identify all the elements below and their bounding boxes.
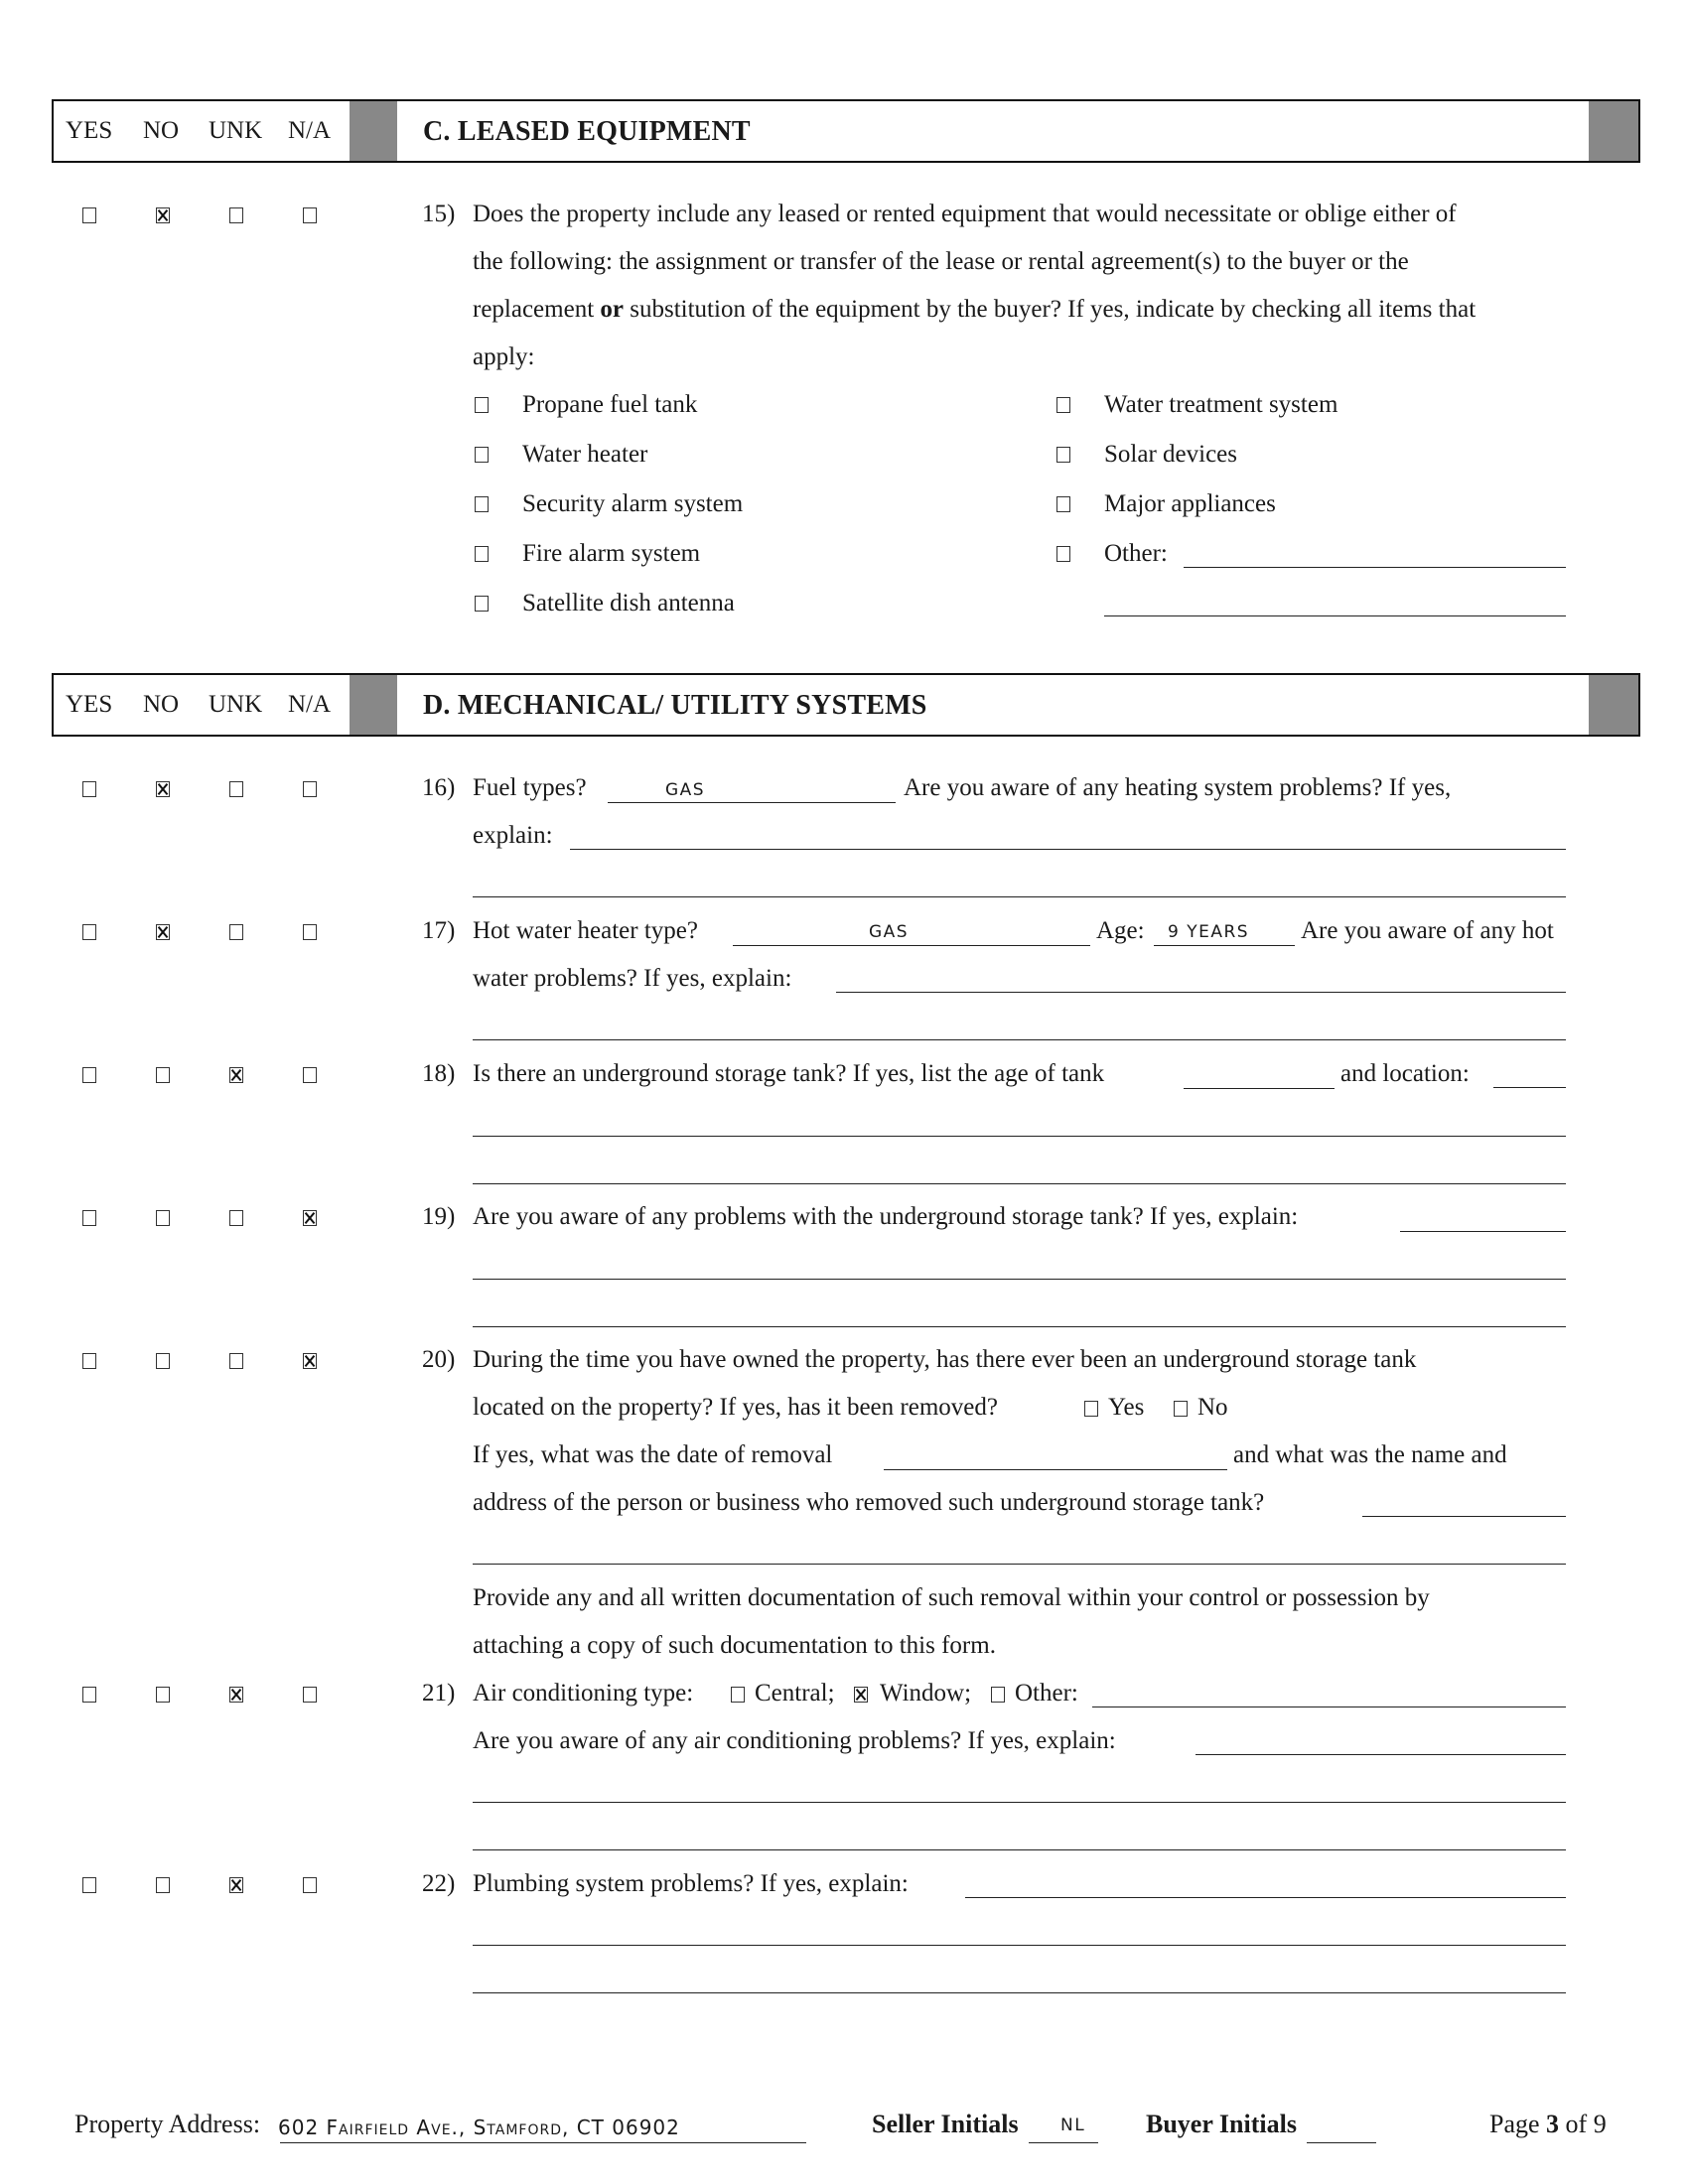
q20-text-6: attaching a copy of such documentation to this form. xyxy=(473,1632,996,1659)
answer-column-headers xyxy=(54,675,350,735)
water-heater-label: Water heater xyxy=(522,441,648,468)
col-na: N/A xyxy=(288,691,332,718)
other-field-line[interactable] xyxy=(1184,567,1566,568)
fuel-type-field[interactable] xyxy=(608,802,896,803)
q17-explain-line-2[interactable] xyxy=(473,1039,1566,1040)
age-field[interactable] xyxy=(1154,945,1295,946)
remover-field[interactable] xyxy=(1362,1516,1566,1517)
q21-yes-checkbox[interactable] xyxy=(82,1687,96,1703)
water-heater-checkbox[interactable] xyxy=(475,447,489,463)
q20-na-checkbox[interactable] xyxy=(303,1353,317,1369)
section-d-header xyxy=(52,673,1640,737)
q16-no-checkbox[interactable] xyxy=(156,781,170,797)
q20-text-3a: If yes, what was the date of removal xyxy=(473,1441,833,1468)
q18-line-3[interactable] xyxy=(473,1183,1566,1184)
q19-unk-checkbox[interactable] xyxy=(229,1210,243,1226)
q15-text-2: the following: the assignment or transfer of the lease or rental agreement(s) to the buyer or the xyxy=(473,248,1409,275)
section-c-header xyxy=(52,99,1640,163)
q18-text-b: and location: xyxy=(1340,1060,1470,1087)
q22-number: 22) xyxy=(422,1870,456,1897)
q20-number: 20) xyxy=(422,1346,456,1373)
q20-text-1: During the time you have owned the property, has there ever been an underground storage tank xyxy=(473,1346,1417,1373)
removed-yes-checkbox[interactable] xyxy=(1084,1401,1098,1417)
security-alarm-checkbox[interactable] xyxy=(475,496,489,512)
q16-unk-checkbox[interactable] xyxy=(229,781,243,797)
q15-unk-checkbox[interactable] xyxy=(229,207,243,223)
q19-line-3[interactable] xyxy=(473,1326,1566,1327)
address-field[interactable] xyxy=(280,2142,806,2143)
q15-na-checkbox[interactable] xyxy=(303,207,317,223)
seller-initials-field[interactable] xyxy=(1029,2142,1098,2143)
removed-yes-label: Yes xyxy=(1108,1394,1145,1421)
removal-date-field[interactable] xyxy=(884,1469,1227,1470)
ac-other-label: Other: xyxy=(1015,1680,1078,1706)
q20-yes-checkbox[interactable] xyxy=(82,1353,96,1369)
property-address: 602 Fairfield Ave., Stamford, CT 06902 xyxy=(278,2116,680,2139)
q17-yes-checkbox[interactable] xyxy=(82,924,96,940)
q21-text-b: Are you aware of any air conditioning problems? If yes, explain: xyxy=(473,1727,1116,1754)
q16-text-a: Fuel types? xyxy=(473,774,587,801)
header-shade xyxy=(350,675,397,735)
q19-yes-checkbox[interactable] xyxy=(82,1210,96,1226)
q15-text-1: Does the property include any leased or rented equipment that would necessitate or oblige either of xyxy=(473,201,1457,227)
q20-text-4: address of the person or business who removed such underground storage tank? xyxy=(473,1489,1265,1516)
water-treatment-label: Water treatment system xyxy=(1104,391,1338,418)
q15-text-4: apply: xyxy=(473,343,535,370)
q21-number: 21) xyxy=(422,1680,456,1706)
col-no: NO xyxy=(143,117,180,144)
propane-checkbox[interactable] xyxy=(475,397,489,413)
q15-no-checkbox[interactable] xyxy=(156,207,170,223)
fuel-type-value: GAS xyxy=(665,780,706,800)
q22-line-3[interactable] xyxy=(473,1992,1566,1993)
heater-type-value: GAS xyxy=(869,922,910,942)
q17-na-checkbox[interactable] xyxy=(303,924,317,940)
col-no: NO xyxy=(143,691,180,718)
q16-explain-line[interactable] xyxy=(570,849,1566,850)
q16-yes-checkbox[interactable] xyxy=(82,781,96,797)
section-d-title: D. MECHANICAL/ UTILITY SYSTEMS xyxy=(423,690,927,721)
q17-text-c: water problems? If yes, explain: xyxy=(473,965,792,992)
q22-yes-checkbox[interactable] xyxy=(82,1877,96,1893)
q22-line-2[interactable] xyxy=(473,1945,1566,1946)
appliances-label: Major appliances xyxy=(1104,490,1276,517)
address-label: Property Address: xyxy=(74,2110,261,2138)
ac-other-checkbox[interactable] xyxy=(991,1687,1005,1703)
col-unk: UNK xyxy=(209,691,263,718)
q18-number: 18) xyxy=(422,1060,456,1087)
q15-number: 15) xyxy=(422,201,456,227)
seller-initials-value: NL xyxy=(1060,2116,1086,2135)
q18-line-2[interactable] xyxy=(473,1136,1566,1137)
q22-explain-line[interactable] xyxy=(965,1897,1566,1898)
col-yes: YES xyxy=(66,691,113,718)
q16-text-b: Are you aware of any heating system problems? If yes, xyxy=(904,774,1452,801)
q19-text-a: Are you aware of any problems with the underground storage tank? If yes, explain: xyxy=(473,1203,1299,1230)
water-treatment-checkbox[interactable] xyxy=(1056,397,1070,413)
security-alarm-label: Security alarm system xyxy=(522,490,744,517)
tank-age-field[interactable] xyxy=(1184,1088,1335,1089)
removed-no-checkbox[interactable] xyxy=(1174,1401,1188,1417)
q18-text-a: Is there an underground storage tank? If yes, list the age of tank xyxy=(473,1060,1105,1087)
satellite-checkbox[interactable] xyxy=(475,596,489,612)
tank-location-field[interactable] xyxy=(1493,1087,1566,1088)
buyer-initials-label: Buyer Initials xyxy=(1146,2110,1297,2138)
q16-text-c: explain: xyxy=(473,822,553,849)
q18-yes-checkbox[interactable] xyxy=(82,1067,96,1083)
ac-window-label: Window; xyxy=(880,1680,972,1706)
header-shade xyxy=(350,101,397,161)
q17-number: 17) xyxy=(422,917,456,944)
q21-unk-checkbox[interactable] xyxy=(229,1687,243,1703)
q17-unk-checkbox[interactable] xyxy=(229,924,243,940)
solar-label: Solar devices xyxy=(1104,441,1237,468)
q22-unk-checkbox[interactable] xyxy=(229,1877,243,1893)
col-na: N/A xyxy=(288,117,332,144)
q19-explain-line[interactable] xyxy=(1400,1231,1566,1232)
q18-no-checkbox[interactable] xyxy=(156,1067,170,1083)
q20-unk-checkbox[interactable] xyxy=(229,1353,243,1369)
q19-line-2[interactable] xyxy=(473,1279,1566,1280)
q19-number: 19) xyxy=(422,1203,456,1230)
q17-explain-line[interactable] xyxy=(836,992,1566,993)
q21-line-3[interactable] xyxy=(473,1849,1566,1850)
q20-text-5: Provide any and all written documentation of such removal within your control or possession by xyxy=(473,1584,1430,1611)
other-label: Other: xyxy=(1104,540,1168,567)
q20-text-3b: and what was the name and xyxy=(1233,1441,1507,1468)
section-c-title: C. LEASED EQUIPMENT xyxy=(423,116,751,147)
q21-na-checkbox[interactable] xyxy=(303,1687,317,1703)
q16-number: 16) xyxy=(422,774,456,801)
header-shade xyxy=(1589,101,1638,161)
heater-type-field[interactable] xyxy=(733,945,1090,946)
solar-checkbox[interactable] xyxy=(1056,447,1070,463)
ac-central-checkbox[interactable] xyxy=(731,1687,745,1703)
q15-text-3: replacement or substitution of the equipment by the buyer? If yes, indicate by checking all items that xyxy=(473,296,1477,323)
col-yes: YES xyxy=(66,117,113,144)
ac-other-field[interactable] xyxy=(1092,1706,1566,1707)
q17-no-checkbox[interactable] xyxy=(156,924,170,940)
q19-na-checkbox[interactable] xyxy=(303,1210,317,1226)
other-checkbox[interactable] xyxy=(1056,546,1070,562)
q22-na-checkbox[interactable] xyxy=(303,1877,317,1893)
q20-text-2: located on the property? If yes, has it been removed? xyxy=(473,1394,998,1421)
ac-window-checkbox[interactable] xyxy=(854,1687,868,1703)
answer-column-headers xyxy=(54,101,350,161)
age-label: Age: xyxy=(1096,917,1145,944)
q20-no-checkbox[interactable] xyxy=(156,1353,170,1369)
q16-na-checkbox[interactable] xyxy=(303,781,317,797)
q17-text-b: Are you aware of any hot xyxy=(1301,917,1554,944)
page-number: Page 3 of 9 xyxy=(1489,2110,1607,2138)
q17-text-a: Hot water heater type? xyxy=(473,917,698,944)
q21-line-2[interactable] xyxy=(473,1802,1566,1803)
fire-alarm-label: Fire alarm system xyxy=(522,540,701,567)
header-shade xyxy=(1589,675,1638,735)
q21-explain-line[interactable] xyxy=(1196,1754,1566,1755)
col-unk: UNK xyxy=(209,117,263,144)
q22-text-a: Plumbing system problems? If yes, explain: xyxy=(473,1870,909,1897)
ac-central-label: Central; xyxy=(755,1680,835,1706)
satellite-label: Satellite dish antenna xyxy=(522,590,735,616)
propane-label: Propane fuel tank xyxy=(522,391,698,418)
buyer-initials-field[interactable] xyxy=(1307,2142,1376,2143)
q18-na-checkbox[interactable] xyxy=(303,1067,317,1083)
q22-no-checkbox[interactable] xyxy=(156,1877,170,1893)
other-field-line-2[interactable] xyxy=(1104,615,1566,616)
fire-alarm-checkbox[interactable] xyxy=(475,546,489,562)
q19-no-checkbox[interactable] xyxy=(156,1210,170,1226)
q21-text-a: Air conditioning type: xyxy=(473,1680,694,1706)
q15-yes-checkbox[interactable] xyxy=(82,207,96,223)
seller-initials-label: Seller Initials xyxy=(872,2110,1019,2138)
appliances-checkbox[interactable] xyxy=(1056,496,1070,512)
age-value: 9 YEARS xyxy=(1168,922,1250,942)
q21-no-checkbox[interactable] xyxy=(156,1687,170,1703)
remover-field-2[interactable] xyxy=(473,1564,1566,1565)
q18-unk-checkbox[interactable] xyxy=(229,1067,243,1083)
q16-explain-line-2[interactable] xyxy=(473,896,1566,897)
removed-no-label: No xyxy=(1197,1394,1228,1421)
